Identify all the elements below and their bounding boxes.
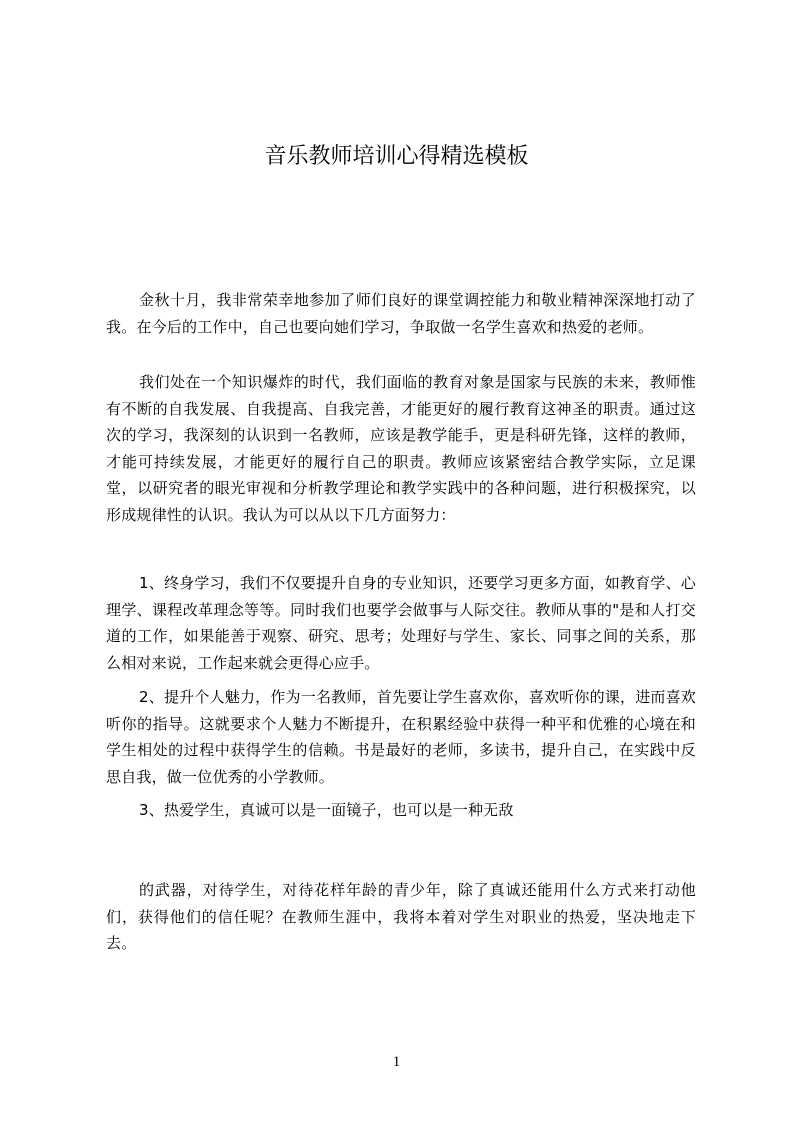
document-title: 音乐教师培训心得精选模板 [264,144,529,169]
paragraph-point-3: 3、热爱学生，真诚可以是一面镜子，也可以是一种无敌 [139,801,514,819]
paragraph-conclusion: 的武器，对待学生，对待花样年龄的青少年，除了真诚还能用什么方式来打动他们，获得他们的信任呢？在教师生涯中，我将本着对学生对职业的热爱，坚决地走下去。 [106,881,696,952]
paragraph-point-2: 2、提升个人魅力，作为一名教师，首先要让学生喜欢你，喜欢听你的课，进而喜欢听你的指导。这就要求个人魅力不断提升，在积累经验中获得一种平和优雅的心境在和学生相处的过程中获得学生的信赖。书是最好的老师，多读书，提升自己，在实践中反思自我，做一位优秀的小学教师。 [106,688,696,786]
paragraph-intro: 金秋十月，我非常荣幸地参加了师们良好的课堂调控能力和敬业精神深深地打动了我。在今后的工作中，自己也要向她们学习，争取做一名学生喜欢和热爱的老师。 [106,291,696,336]
page-number: 1 [392,1054,401,1070]
paragraph-point-1: 1、终身学习，我们不仅要提升自身的专业知识，还要学习更多方面，如教育学、心理学、课程改革理念等等。同时我们也要学会做事与人际交往。教师从事的"是和人打交道的工作，如果能善于观察、研究、思考；处理好与学生、家长、同事之间的关系，那么相对来说，工作起来就会更得心应手。 [106,574,696,672]
paragraph-knowledge-era: 我们处在一个知识爆炸的时代，我们面临的教育对象是国家与民族的未来，教师惟有不断的自我发展、自我提高、自我完善，才能更好的履行教育这神圣的职责。通过这次的学习，我深刻的认识到一名教师，应该是教学能手，更是科研先锋，这样的教师，才能可持续发展，才能更好的履行自己的职责。教师应该紧密结合教学实际，立足课堂，以研究者的眼光审视和分析教学理论和教学实践中的各种问题，进行积极探究，以形成规律性的认识。我认为可以从以下几方面努力： [106,373,696,524]
